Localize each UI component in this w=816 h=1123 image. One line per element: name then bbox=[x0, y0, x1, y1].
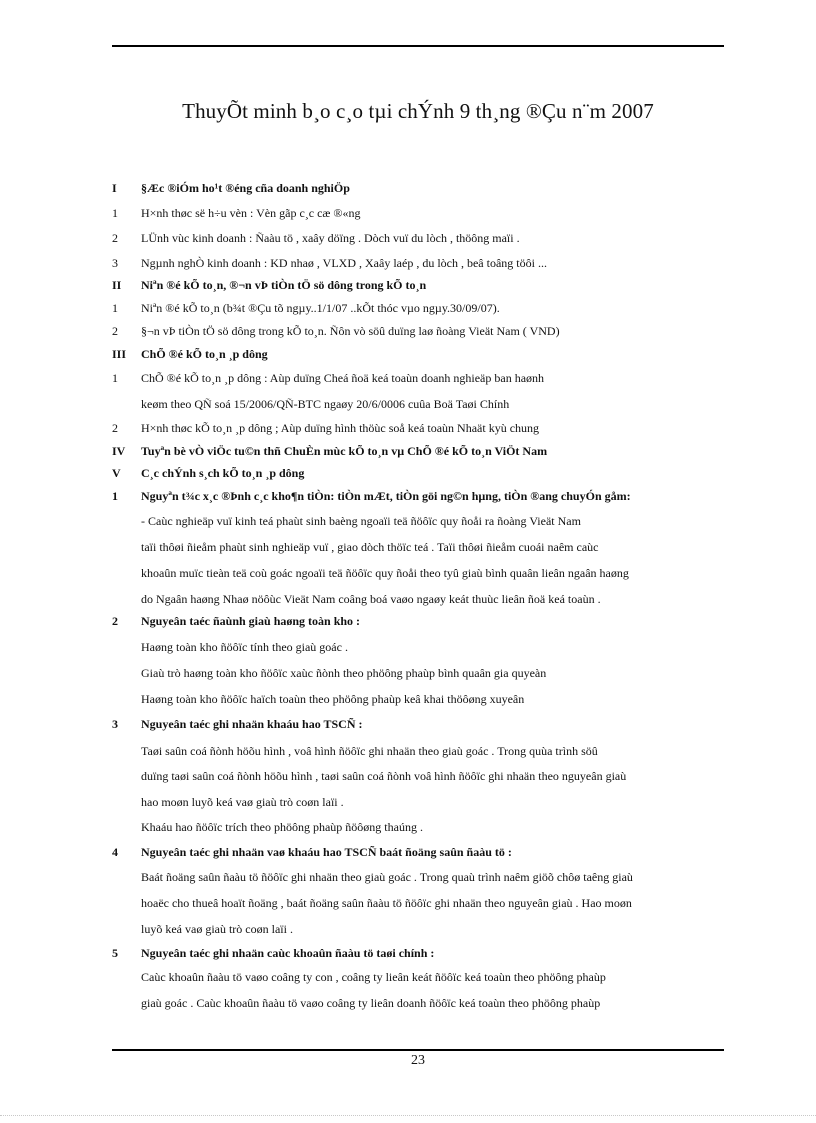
line-text: LÜnh vùc kinh doanh : Ñaàu tö , xaây döïng . Dòch vuï du lòch , thöông maïi . bbox=[141, 231, 520, 245]
line-text: Ngµnh nghÒ kinh doanh : KD nhaø , VLXD , Xaây laép , du lòch , beâ toâng töôi ... bbox=[141, 256, 547, 270]
line-number: 2 bbox=[112, 231, 118, 245]
line-number: 4 bbox=[112, 845, 118, 859]
line-text: hoaëc cho thueâ hoaït ñoäng , baát ñoäng saûn ñaàu tö ñöôïc ghi nhaän theo nguyeân giaù . Hao moøn bbox=[141, 896, 632, 910]
line-text: khoaûn muïc tieàn teä coù goác ngoaïi teä ñöôïc quy ñoåi theo tyû giaù bình quaân lieân ngaân haøng bbox=[141, 566, 629, 580]
section-heading: Nguyeân taéc ghi nhaän khaáu hao TSCÑ : bbox=[141, 717, 363, 731]
line-number: I bbox=[112, 181, 117, 195]
line-number: V bbox=[112, 466, 121, 480]
line-text: luyõ keá vaø giaù trò coøn laïi . bbox=[141, 922, 293, 936]
line-number: 1 bbox=[112, 206, 118, 220]
line-number: 1 bbox=[112, 301, 118, 315]
line-text: ChÕ ®é kÕ to¸n ¸p dông : Aùp duïng Cheá ñoä keá toaùn doanh nghieäp ban haønh bbox=[141, 371, 545, 385]
line-text: Haøng toàn kho ñöôïc tính theo giaù goác . bbox=[141, 640, 348, 654]
section-heading: §Æc ®iÓm ho¹t ®éng cña doanh nghiÖp bbox=[141, 181, 350, 195]
line-text: Haøng toàn kho ñöôïc haïch toaùn theo phöông phaùp keâ khai thöôøng xuyeân bbox=[141, 692, 525, 706]
line-text: §¬n vÞ tiÒn tÖ sö dông trong kÕ to¸n. Ñôn vò söû duïng laø ñoàng Vieät Nam ( VND) bbox=[141, 324, 560, 338]
line-number: 1 bbox=[112, 489, 118, 503]
section-heading: Nguyeân taéc ñaùnh giaù haøng toàn kho : bbox=[141, 614, 361, 628]
section-heading: Niªn ®é kÕ to¸n, ®¬n vÞ tiÒn tÖ sö dông trong kÕ to¸n bbox=[141, 278, 427, 292]
line-text: H×nh thøc së h÷u vèn : Vèn gãp c¸c cæ ®«ng bbox=[141, 206, 361, 220]
line-text: Giaù trò haøng toàn kho ñöôïc xaùc ñònh theo phöông phaùp bình quaân gia quyeàn bbox=[141, 666, 547, 680]
page-boundary-dotted-line bbox=[0, 1115, 816, 1116]
line-number: 2 bbox=[112, 614, 118, 628]
section-heading: ChÕ ®é kÕ to¸n ¸p dông bbox=[141, 347, 268, 361]
line-text: Taøi saûn coá ñònh höõu hình , voâ hình ñöôïc ghi nhaän theo giaù goác . Trong quùa trình söû bbox=[141, 744, 598, 758]
line-number: 2 bbox=[112, 421, 118, 435]
line-number: 3 bbox=[112, 256, 118, 270]
line-text: H×nh thøc kÕ to¸n ¸p dông ; Aùp duïng hình thöùc soå keá toaùn Nhaät kyù chung bbox=[141, 421, 540, 435]
line-text: Niªn ®é kÕ to¸n (b¾t ®Çu tõ ngµy..1/1/07 ..kÕt thóc vµo ngµy.30/09/07). bbox=[141, 301, 500, 315]
line-number: 3 bbox=[112, 717, 118, 731]
page-title: ThuyÕt minh b¸o c¸o tµi chÝnh 9 th¸ng ®Çu n¨m 2007 bbox=[182, 99, 654, 123]
line-text: duïng taøi saûn coá ñònh höõu hình , taøi saûn coá ñònh voâ hình ñöôïc ghi nhaän theo nguyeân giaù bbox=[141, 769, 627, 783]
header-rule bbox=[112, 45, 724, 47]
line-text: Khaáu hao ñöôïc trích theo phöông phaùp ñöôøng thaúng . bbox=[141, 820, 423, 834]
line-text: Caùc khoaûn ñaàu tö vaøo coâng ty con , coâng ty lieân keát ñöôïc keá toaùn theo phöông phaùp bbox=[141, 970, 606, 984]
section-heading: C¸c chÝnh s¸ch kÕ to¸n ¸p dông bbox=[141, 466, 305, 480]
line-number: 5 bbox=[112, 946, 118, 960]
line-number: 1 bbox=[112, 371, 118, 385]
footer-rule bbox=[112, 1049, 724, 1051]
section-heading: Tuyªn bè vÒ viÖc tu©n thñ ChuÈn mùc kÕ to¸n vµ ChÕ ®é kÕ to¸n ViÖt Nam bbox=[141, 444, 548, 458]
line-text: taïi thôøi ñieåm phaùt sinh nghieäp vuï , giao dòch thöïc teá . Taïi thôøi ñieåm cuoái naêm caùc bbox=[141, 540, 599, 554]
section-heading: Nguyªn t¾c x¸c ®Þnh c¸c kho¶n tiÒn: tiÒn mÆt, tiÒn göi ng©n hµng, tiÒn ®ang chuyÓn gåm: bbox=[141, 489, 631, 503]
line-number: II bbox=[112, 278, 122, 292]
line-text: keøm theo QÑ soá 15/2006/QÑ-BTC ngaøy 20/6/0006 cuûa Boä Taøi Chính bbox=[141, 397, 510, 411]
line-number: IV bbox=[112, 444, 126, 458]
line-text: Baát ñoäng saûn ñaàu tö ñöôïc ghi nhaän theo giaù goác . Trong quaù trình naêm giöõ chôø taêng giaù bbox=[141, 870, 633, 884]
line-number: 2 bbox=[112, 324, 118, 338]
line-text: - Caùc nghieäp vuï kinh teá phaùt sinh baèng ngoaïi teä ñöôïc quy ñoåi ra ñoàng Vieät Nam bbox=[141, 514, 581, 528]
line-text: giaù goác . Caùc khoaûn ñaàu tö vaøo coâng ty lieân doanh ñöôïc keá toaùn theo phöông phaùp bbox=[141, 996, 601, 1010]
page-number: 23 bbox=[411, 1053, 425, 1068]
section-heading: Nguyeân taéc ghi nhaän caùc khoaûn ñaàu tö taøi chính : bbox=[141, 946, 435, 960]
line-text: do Ngaân haøng Nhaø nöôùc Vieät Nam coâng boá vaøo ngaøy keát thuùc lieân ñoä keá toaùn . bbox=[141, 592, 601, 606]
section-heading: Nguyeân taéc ghi nhaän vaø khaáu hao TSCÑ baát ñoäng saûn ñaàu tö : bbox=[141, 845, 512, 859]
line-text: hao moøn luyõ keá vaø giaù trò coøn laïi . bbox=[141, 795, 344, 809]
line-number: III bbox=[112, 347, 127, 361]
